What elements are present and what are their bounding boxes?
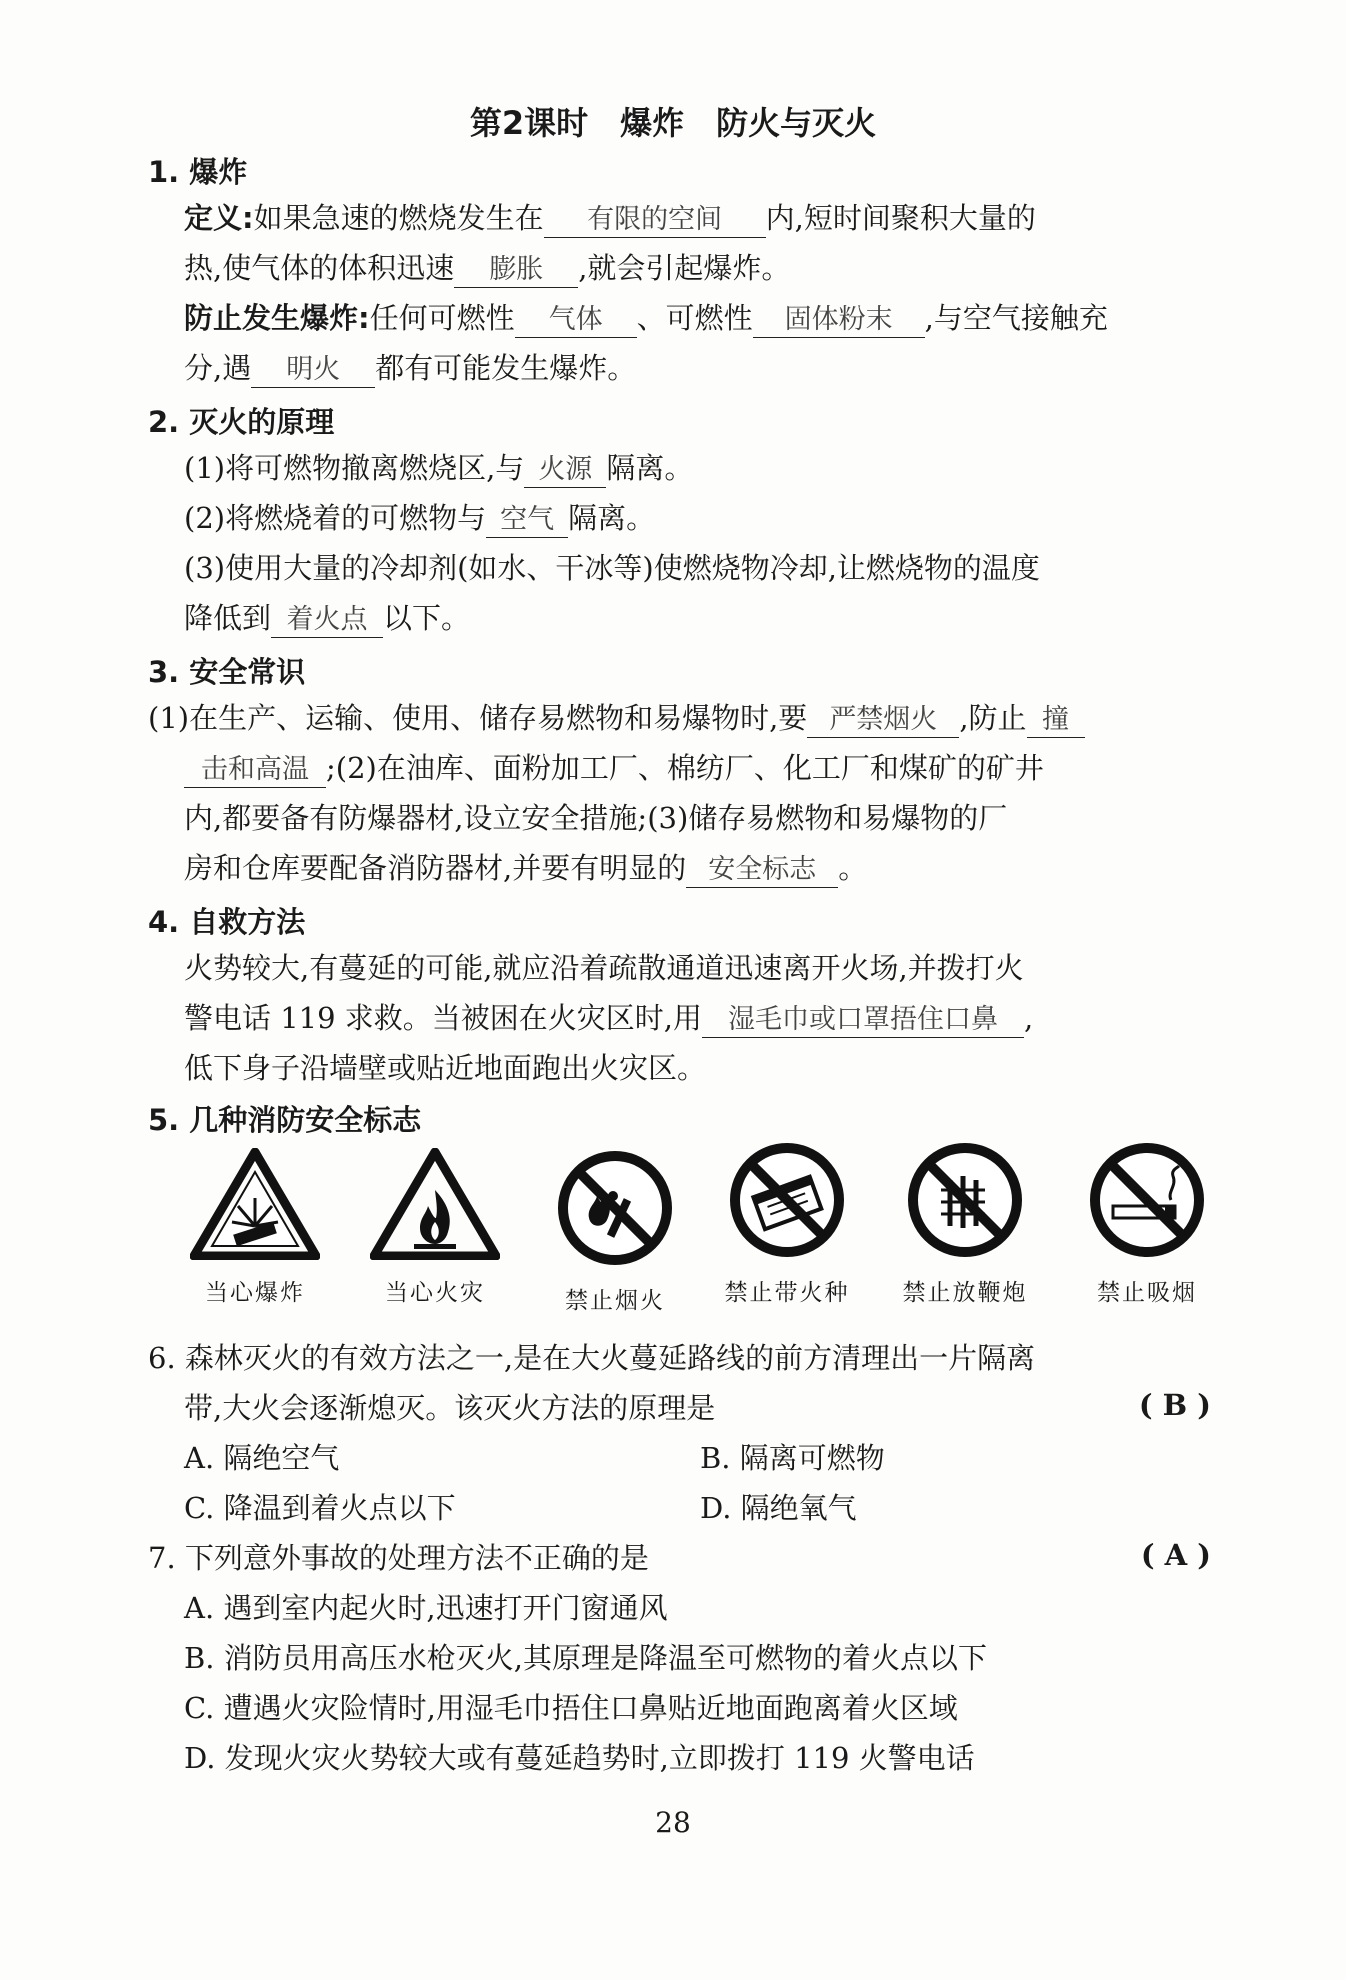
answer-blank: 击和高温: [184, 753, 326, 788]
answer-blank: 着火点: [271, 603, 383, 638]
text: ,: [1024, 1001, 1034, 1035]
text: 以下。: [383, 601, 471, 635]
text: (2)将燃烧着的可燃物与: [184, 501, 487, 535]
text: 房和仓库要配备消防器材,并要有明显的: [184, 851, 687, 885]
no-firecrackers-icon: [905, 1140, 1025, 1260]
answer-blank: 撞: [1027, 703, 1085, 738]
question-7-option-c: C. 遭遇火灾险情时,用湿毛巾捂住口鼻贴近地面跑离着火区域: [184, 1691, 958, 1725]
answer-blank: 膨胀: [454, 253, 578, 288]
prevent-line-2: [184, 348, 636, 388]
text: 警电话 119 求救。当被困在火灾区时,用: [184, 1001, 703, 1035]
question-6-option-d: D. 隔绝氧气: [700, 1491, 857, 1525]
safety-line-3: 内,都要备有防爆器材,设立安全措施;(3)储存易燃物和易爆物的厂: [184, 801, 1008, 835]
fire-warning-icon: [370, 1148, 500, 1260]
section-4-heading: 4. 自救方法: [148, 905, 306, 939]
selfrescue-line-1: 火势较大,有蔓延的可能,就应沿着疏散通道迅速离开火场,并拨打火: [184, 951, 1024, 985]
sign-label: 当心火灾: [385, 1280, 485, 1306]
answer-blank: 有限的空间: [544, 203, 766, 238]
page-number: 28: [655, 1806, 691, 1839]
sign-label: 当心爆炸: [205, 1280, 305, 1306]
question-7-option-d: D. 发现火灾火势较大或有蔓延趋势时,立即拨打 119 火警电话: [184, 1741, 975, 1775]
answer-blank: 湿毛巾或口罩捂住口鼻: [702, 1003, 1024, 1038]
section-5-heading: 5. 几种消防安全标志: [148, 1103, 422, 1137]
text: ,防止: [959, 701, 1027, 735]
answer-blank: 气体: [515, 303, 637, 338]
principle-3: (3)使用大量的冷却剂(如水、干冰等)使燃烧物冷却,让燃烧物的温度: [184, 551, 1040, 585]
question-6-option-a: A. 隔绝空气: [184, 1441, 340, 1475]
text: 热,使气体的体积迅速: [184, 251, 455, 285]
section-1-heading: 1. 爆炸: [148, 155, 248, 189]
no-fire-icon: [555, 1148, 675, 1268]
question-6-answer: ( B ): [1138, 1388, 1211, 1422]
selfrescue-line-2: [184, 998, 1033, 1038]
sign-no-firecrackers: [890, 1140, 1040, 1307]
text: 如果急速的燃烧发生在: [253, 201, 544, 235]
prevent-line-1: [184, 298, 1108, 338]
text: 、可燃性: [636, 301, 753, 335]
text: 都有可能发生爆炸。: [375, 351, 637, 385]
definition-label: 定义:: [184, 201, 254, 235]
text: 。: [838, 851, 868, 885]
sign-fire-warning: [360, 1148, 510, 1307]
text: 降低到: [184, 601, 272, 635]
sign-label: 禁止烟火: [565, 1288, 665, 1314]
safety-line-1: [148, 698, 1085, 738]
text: 分,遇: [184, 351, 252, 385]
lesson-title: 第2课时 爆炸 防火与灭火: [469, 104, 877, 142]
answer-blank: 明火: [251, 353, 375, 388]
question-6-line-1: 6. 森林灭火的有效方法之一,是在大火蔓延路线的前方清理出一片隔离: [148, 1341, 1036, 1375]
definition-line-1: [184, 198, 1036, 238]
question-7-option-a: A. 遇到室内起火时,迅速打开门窗通风: [184, 1591, 668, 1625]
principle-1: [184, 448, 693, 488]
text: ,就会引起爆炸。: [578, 251, 791, 285]
question-7-answer: ( A ): [1140, 1538, 1211, 1572]
safety-line-2: [184, 748, 1044, 788]
question-7-option-b: B. 消防员用高压水枪灭火,其原理是降温至可燃物的着火点以下: [184, 1641, 987, 1675]
sign-label: 禁止放鞭炮: [902, 1280, 1028, 1306]
principle-3-cont: [184, 598, 470, 638]
sign-label: 禁止带火种: [724, 1280, 850, 1306]
section-2-heading: 2. 灭火的原理: [148, 405, 335, 439]
answer-blank: 安全标志: [686, 853, 838, 888]
explosion-warning-icon: [190, 1148, 320, 1260]
no-matches-icon: [727, 1140, 847, 1260]
question-6-option-b: B. 隔离可燃物: [700, 1441, 885, 1475]
answer-blank: 火源: [524, 453, 606, 488]
principle-2: [184, 498, 655, 538]
sign-label: 禁止吸烟: [1097, 1280, 1197, 1306]
question-6-option-c: C. 降温到着火点以下: [184, 1491, 456, 1525]
text: 隔离。: [568, 501, 656, 535]
section-3-heading: 3. 安全常识: [148, 655, 306, 689]
text: ,与空气接触充: [924, 301, 1108, 335]
sign-explosion-warning: [180, 1148, 330, 1307]
safety-line-4: [184, 848, 867, 888]
sign-no-fire-source: [712, 1140, 862, 1307]
sign-no-smoking: [1072, 1140, 1222, 1307]
question-7-line-1: 7. 下列意外事故的处理方法不正确的是: [148, 1541, 649, 1575]
text: (1)在生产、运输、使用、储存易燃物和易爆物时,要: [148, 701, 808, 735]
text: ;(2)在油库、面粉加工厂、棉纺厂、化工厂和煤矿的矿井: [326, 751, 1044, 785]
prevent-label: 防止发生爆炸:: [184, 301, 370, 335]
text: 内,短时间聚积大量的: [765, 201, 1036, 235]
answer-blank: 严禁烟火: [807, 703, 959, 738]
text: 任何可燃性: [369, 301, 515, 335]
answer-blank: 空气: [486, 503, 568, 538]
answer-blank: 固体粉末: [753, 303, 925, 338]
selfrescue-line-3: 低下身子沿墙壁或贴近地面跑出火灾区。: [184, 1051, 707, 1085]
text: (1)将可燃物撤离燃烧区,与: [184, 451, 525, 485]
text: 隔离。: [606, 451, 694, 485]
no-smoking-icon: [1087, 1140, 1207, 1260]
sign-no-open-flame: [540, 1148, 690, 1315]
definition-line-2: [184, 248, 790, 288]
question-6-line-2: 带,大火会逐渐熄灭。该灭火方法的原理是: [184, 1391, 716, 1425]
